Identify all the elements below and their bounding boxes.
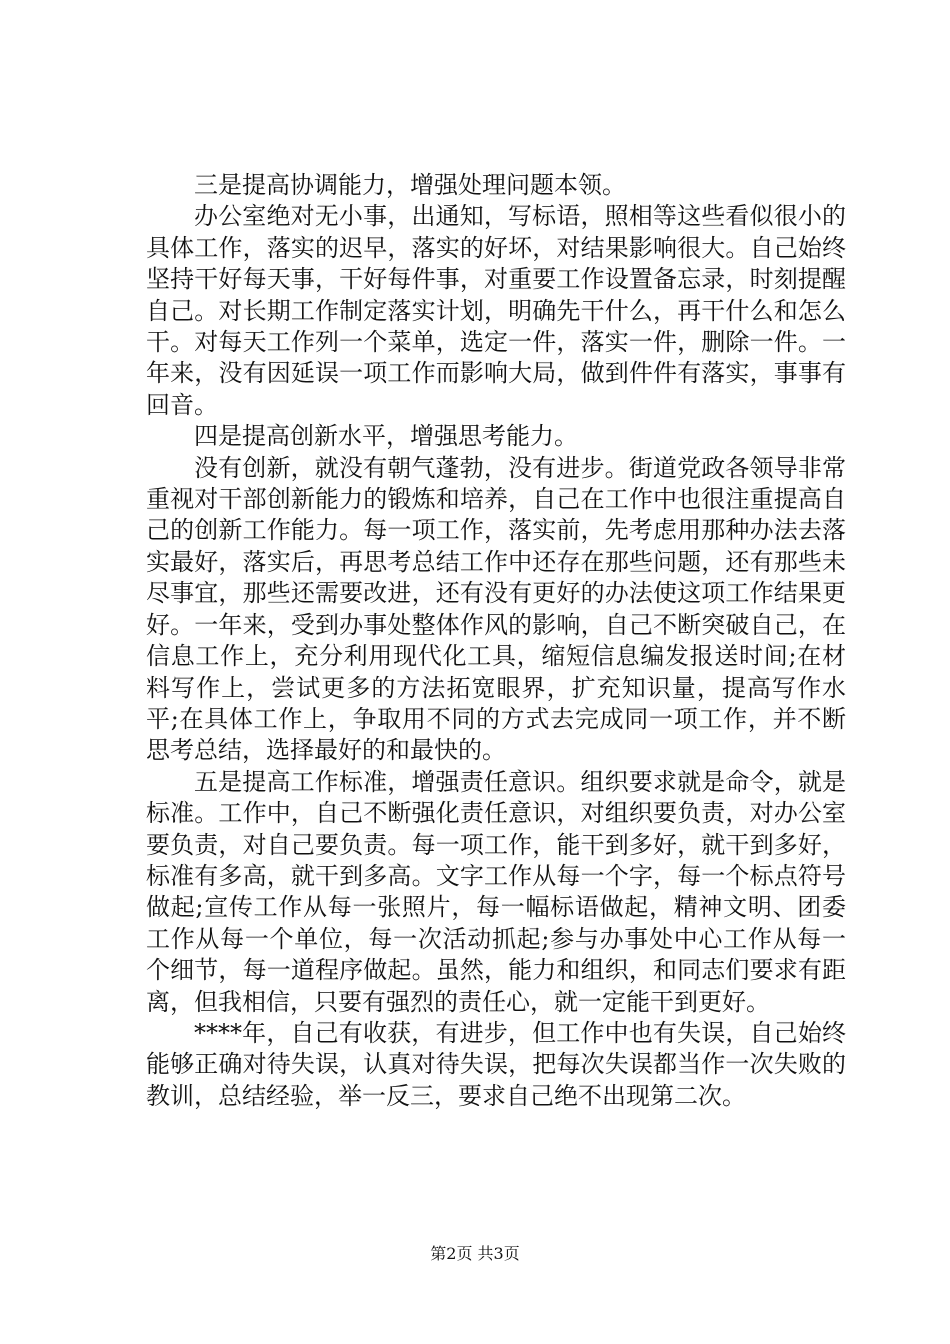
paragraph-coordination: 办公室绝对无小事，出通知，写标语，照相等这些看似很小的具体工作，落实的迟早，落实的好坏，对结果影响很大。自己始终坚持干好每天事，干好每件事，对重要工作设置备忘录，时刻提醒自己。对长期工作制定落实计划，明确先干什么，再干什么和怎么干。对每天工作列一个菜单，选定一件，落实一件，删除一件。一年来，没有因延误一项工作而影响大局，做到件件有落实，事事有回音。	[146, 202, 846, 419]
section-heading-innovation: 四是提高创新水平，增强思考能力。	[194, 422, 578, 451]
section-heading-coordination: 三是提高协调能力，增强处理问题本领。	[194, 171, 626, 199]
paragraph-summary: ****年，自己有收获，有进步，但工作中也有失误，自己始终能够正确对待失误，认真对待失误，把每次失误都当作一次失败的教训，总结经验，举一反三，要求自己绝不出现第二次。	[146, 1018, 846, 1110]
paragraph-work-standards: 五是提高工作标准，增强责任意识。组织要求就是命令，就是标准。工作中，自己不断强化责任意识，对组织要负责，对办公室要负责，对自己要负责。每一项工作，能干到多好，就干到多好，标准有多高，就干到多高。文字工作从每一个字，每一个标点符号做起;宣传工作从每一张照片，每一幅标语做起，精神文明、团委工作从每一个单位，每一次活动抓起;参与办事处中心工作从每一个细节，每一道程序做起。虽然，能力和组织，和同志们要求有距离，但我相信，只要有强烈的责任心，就一定能干到更好。	[146, 767, 846, 1016]
page-footer: 第2页 共3页	[430, 1244, 520, 1263]
paragraph-innovation: 没有创新，就没有朝气蓬勃，没有进步。街道党政各领导非常重视对干部创新能力的锻炼和培养，自己在工作中也很注重提高自己的创新工作能力。每一项工作，落实前，先考虑用那种办法去落实最好，落实后，再思考总结工作中还存在那些问题，还有那些未尽事宜，那些还需要改进，还有没有更好的办法使这项工作结果更好。一年来，受到办事处整体作风的影响，自己不断突破自己，在信息工作上，充分利用现代化工具，缩短信息编发报送时间;在材料写作上，尝试更多的方法拓宽眼界，扩充知识量，提高写作水平;在具体工作上，争取用不同的方式去完成同一项工作，并不断思考总结，选择最好的和最快的。	[146, 453, 846, 765]
document-body	[146, 170, 846, 1112]
